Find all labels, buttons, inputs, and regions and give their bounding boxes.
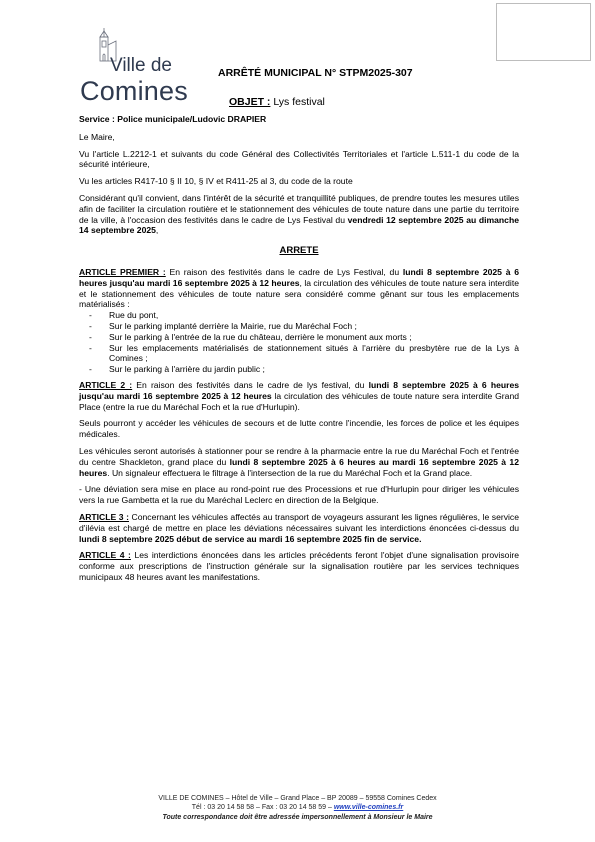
article-2-para-3-c: . Un signaleur effectuera le filtrage à l'intersection de la rue du Maréchal Foch et la Grand place. [107, 467, 473, 478]
arrete-heading: ARRETE [279, 245, 319, 257]
article-3-label: ARTICLE 3 : [79, 511, 129, 522]
article-1-list [79, 310, 519, 375]
article-2-para-3-dates: lundi 8 septembre 2025 à 6 heures au mardi 16 septembre 2025 à 12 heures [79, 456, 519, 478]
stamp-box [496, 3, 591, 61]
document-title: ARRÊTÉ MUNICIPAL N° STPM2025-307 [218, 67, 413, 79]
considerant-end: , [155, 225, 159, 236]
considerant-paragraph [79, 193, 519, 236]
objet-text: Lys festival [270, 96, 325, 108]
article-2-label: ARTICLE 2 : [79, 379, 133, 390]
document-body [79, 114, 519, 589]
article-2 [79, 380, 519, 412]
objet-line [229, 96, 325, 108]
article-2-para-3-a: Les véhicules seront autorisés à stationner pour se rendre à la pharmacie entre la rue du Maréchal Foch et l'entrée du centre Shackleton, grand place du [79, 445, 519, 467]
list-item: - Sur le parking implanté derrière la Mairie, rue du Maréchal Foch ; [79, 321, 519, 332]
service-line: Service : Police municipale/Ludovic DRAPIER [79, 114, 267, 124]
le-maire: Le Maire, [79, 131, 115, 142]
article-1-dates: lundi 8 septembre 2025 à 6 heures jusqu'au mardi 16 septembre 2025 à 12 heures [79, 266, 519, 288]
footer-phone: Tél : 03 20 14 58 58 – Fax : 03 20 14 58 59 – [191, 804, 334, 812]
article-1-text-2: , la circulation des véhicules de toute nature sera interdite et le stationnement des véhicules de toute nature sera considéré comme gênant sur tous les emplacements matérialisés : [79, 277, 519, 310]
article-2-para-4: - Une déviation sera mise en place au rond-point rue des Processions et rue d'Hurlupin pour diriger les véhicules vers la rue Gambetta et la rue du Maréchal Leclerc en direction de la Belgique. [79, 484, 519, 506]
article-4 [79, 550, 519, 582]
article-2-dates: lundi 8 septembre 2025 à 6 heures jusqu'au mardi 16 septembre 2025 à 12 heures [79, 379, 519, 401]
vu-paragraph-1: Vu l'article L.2212-1 et suivants du code Général des Collectivités Territoriales et l'article L.511-1 du code de la sécurité intérieure, [79, 148, 519, 170]
article-2-para-3 [79, 446, 519, 478]
article-2-text-2: la circulation des véhicules de toute nature sera interdite Grand Place (entre la rue du Maréchal Foch et la rue d'Hurlupin). [79, 390, 520, 412]
article-3-text: Concernant les véhicules affectés au transport de voyageurs assurant les lignes régulières, le service d'ilévia est chargé de mettre en place les déviations nécessaires suivant les interdictions énoncées ci-dessus du [79, 511, 519, 533]
footer-note: Toute correspondance doit être adressée impersonnellement à Monsieur le Maire [162, 813, 433, 821]
article-2-para-2: Seuls pourront y accéder les véhicules de secours et de lutte contre l'incendie, les forces de police et les équipes médicales. [79, 418, 519, 440]
logo-ville-text: Ville de [110, 55, 172, 76]
vu-paragraph-2: Vu les articles R417-10 § II 10, § IV et R411-25 al 3, du code de la route [79, 176, 353, 187]
footer [0, 794, 595, 822]
article-1 [79, 267, 519, 310]
article-4-label: ARTICLE 4 : [79, 550, 131, 561]
article-4-text: Les interdictions énoncées dans les articles précédents feront l'objet d'une signalisation provisoire conforme aux prescriptions de l'instruction générale sur la signalisation routière par les services techniques municipaux 48 heures avant les manifestations. [79, 550, 519, 582]
footer-contact [0, 803, 595, 812]
objet-label: OBJET : [229, 96, 271, 108]
considerant-text: Considérant qu'il convient, dans l'intérêt de la sécurité et tranquillité publiques, de prendre toutes les mesures utiles afin de faciliter la circulation routière et le stationnement des véhicules de toute nature dans une partie du territoire de la ville, à l'occasion des festivités dans le cadre de Lys Festival du [79, 192, 519, 225]
footer-address: VILLE DE COMINES – Hôtel de Ville – Grand Place – BP 20089 – 59558 Comines Cedex [158, 795, 437, 802]
logo-comines-text: Comines [80, 76, 188, 106]
article-1-text-1: En raison des festivités dans le cadre de Lys Festival, du [165, 266, 403, 277]
considerant-dates: vendredi 12 septembre 2025 au dimanche 14 septembre 2025 [79, 214, 519, 236]
article-3 [79, 512, 519, 544]
list-item: - Sur le parking à l'arrière du jardin public ; [79, 364, 519, 375]
footer-website-link[interactable]: www.ville-comines.fr [333, 804, 404, 812]
list-item: - Sur les emplacements matérialisés de stationnement situés à l'arrière du presbytère rue de la Lys à Comines ; [79, 343, 519, 365]
list-item: - Rue du pont, [79, 310, 519, 321]
article-2-text-1: En raison des festivités dans le cadre de lys festival, du [132, 379, 369, 390]
article-3-dates: lundi 8 septembre 2025 début de service au mardi 16 septembre 2025 fin de service. [79, 533, 422, 544]
article-1-label: ARTICLE PREMIER : [79, 266, 166, 277]
list-item: - Sur le parking à l'entrée de la rue du château, derrière le monument aux morts ; [79, 332, 519, 343]
